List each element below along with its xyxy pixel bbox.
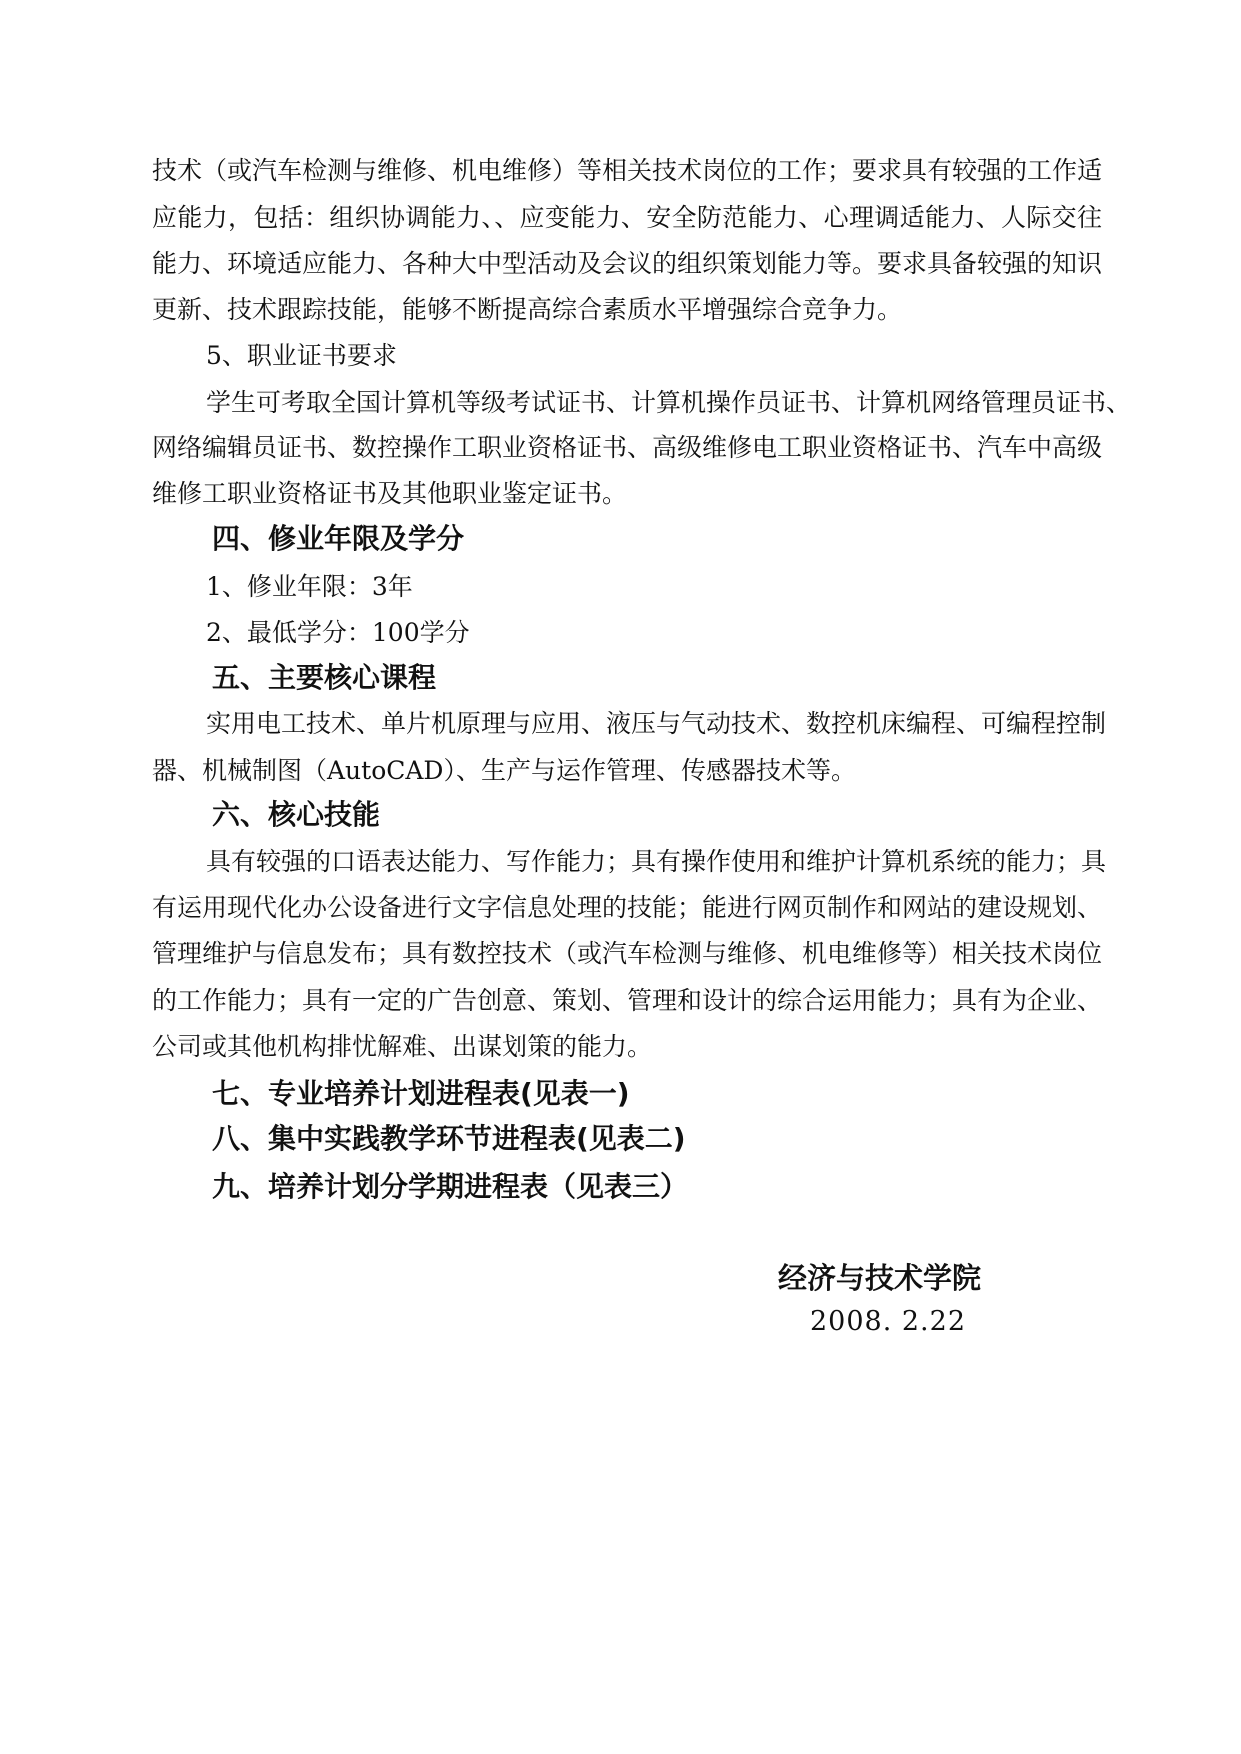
- body-text-line: 应能力，包括：组织协调能力、、应变能力、安全防范能力、心理调适能力、人际交往: [152, 203, 1102, 232]
- body-text-line: 实用电工技术、单片机原理与应用、液压与气动技术、数控机床编程、可编程控制: [206, 709, 1107, 738]
- section-heading-7: 七、专业培养计划进程表(见表一): [212, 1077, 630, 1110]
- body-text-line: 网络编辑员证书、数控操作工职业资格证书、高级维修电工职业资格证书、汽车中高级: [152, 433, 1103, 462]
- body-text-line: 更新、技术跟踪技能，能够不断提高综合素质水平增强综合竞争力。: [152, 295, 903, 324]
- body-text-line: 公司或其他机构排忧解难、出谋划策的能力。: [152, 1032, 653, 1061]
- body-text-line: 技术（或汽车检测与维修、机电维修）等相关技术岗位的工作；要求具有较强的工作适: [152, 156, 1103, 185]
- body-text-line: 能力、环境适应能力、各种大中型活动及会议的组织策划能力等。要求具备较强的知识: [152, 249, 1103, 278]
- body-text-line: 有运用现代化办公设备进行文字信息处理的技能；能进行网页制作和网站的建设规划、: [152, 893, 1103, 922]
- section-heading-6: 六、核心技能: [212, 798, 381, 831]
- body-text-line: 学生可考取全国计算机等级考试证书、计算机操作员证书、计算机网络管理员证书、: [206, 388, 1132, 417]
- body-text-line: 器、机械制图（AutoCAD）、生产与运作管理、传感器技术等。: [152, 756, 856, 785]
- body-text-line: 具有较强的口语表达能力、写作能力；具有操作使用和维护计算机系统的能力；具: [206, 847, 1107, 876]
- list-item: 1、修业年限：3年: [206, 572, 413, 601]
- subsection-title: 5、职业证书要求: [206, 341, 397, 370]
- signature-institution: 经济与技术学院: [778, 1261, 982, 1295]
- list-item: 2、最低学分：100学分: [206, 618, 470, 647]
- section-heading-5: 五、主要核心课程: [212, 661, 437, 694]
- section-heading-4: 四、修业年限及学分: [212, 522, 465, 555]
- section-heading-9: 九、培养计划分学期进程表（见表三）: [212, 1170, 689, 1203]
- section-heading-8: 八、集中实践教学环节进程表(见表二): [212, 1122, 686, 1155]
- signature-date: 2008. 2.22: [810, 1306, 966, 1337]
- body-text-line: 维修工职业资格证书及其他职业鉴定证书。: [152, 479, 628, 508]
- body-text-line: 管理维护与信息发布；具有数控技术（或汽车检测与维修、机电维修等）相关技术岗位: [152, 939, 1103, 968]
- body-text-line: 的工作能力；具有一定的广告创意、策划、管理和设计的综合运用能力；具有为企业、: [152, 986, 1103, 1015]
